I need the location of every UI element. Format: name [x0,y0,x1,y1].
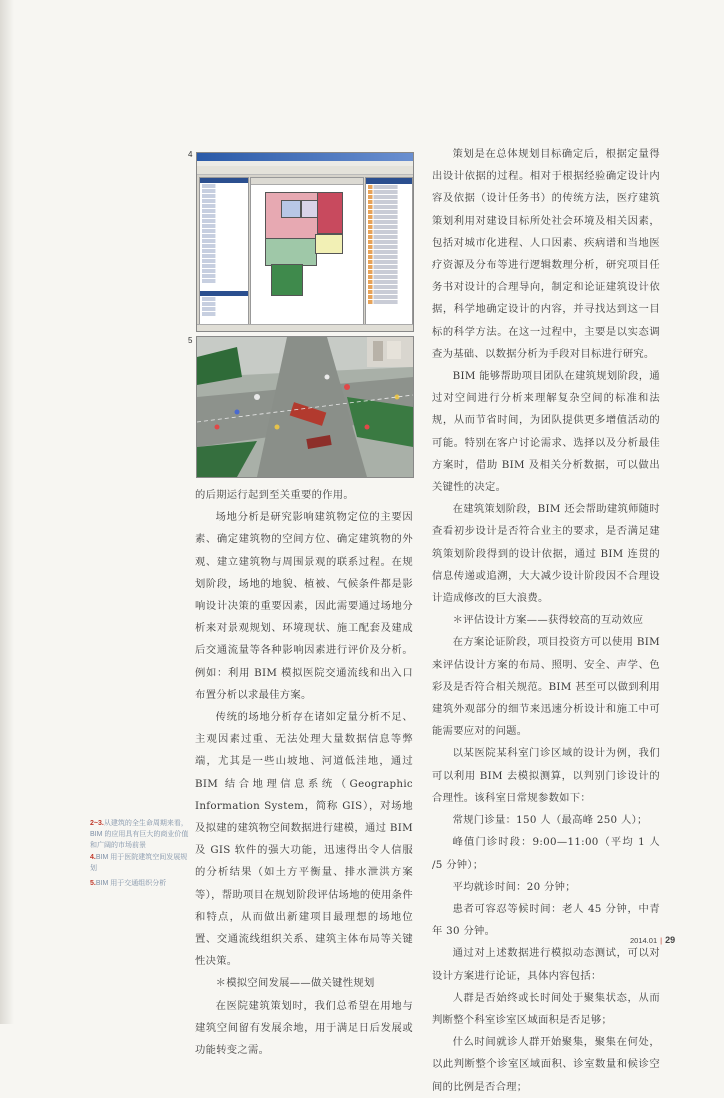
sidenote-number: 2~3. [90,820,104,827]
parameter-item: 峰值门诊时段：9:00—11:00（平均 1 人 /5 分钟）； [432,836,660,871]
parameter-item: 常规门诊量：150 人（最高峰 250 人）； [452,814,648,827]
floor-plan-canvas [250,177,364,325]
software-statusbar [197,324,413,331]
paragraph: 在医院建筑策划时，我们总希望在用地与建筑空间留有发展余地，用于满足日后发展或功能转变之需。 [195,999,413,1057]
paragraph: 以某医院某科室门诊区域的设计为例，我们可以利用 BIM 去模拟测算，以判别门诊设计的合理性。该科室日常规参数如下： [432,747,660,804]
paragraph: 通过对上述数据进行模拟动态测试，可以对设计方案进行论证，具体内容包括： [432,947,660,982]
paragraph: 在建筑策划阶段，BIM 还会帮助建筑师随时查看初步设计是否符合业主的要求，是否满足建筑策划阶段得到的设计依据，通过 BIM 连贯的信息传递或追溯，大大减少设计阶段因不合理设计造成修改的巨大浪费。 [432,503,660,605]
software-titlebar [197,153,413,161]
paragraph: 的后期运行起到至关重要的作用。 [195,489,354,501]
footer-separator: | [660,936,663,945]
issue-date: 2014.01 [630,936,658,945]
figure-5-number: 5 [188,336,193,345]
properties-panel [365,177,413,325]
traffic-scene-image [197,337,413,477]
paragraph: 在方案论证阶段，项目投资方可以使用 BIM 来评估设计方案的布局、照明、安全、声学、色彩及是否符合相关规范。BIM 甚至可以做到利用建筑外观部分的细节来迅速分析设计和施工中可能需要应对的问题。 [432,636,660,738]
paragraph: 什么时间就诊人群开始聚集，聚集在何处，以此判断整个诊室区域面积、诊室数量和候诊空间的比例是否合理； [432,1036,660,1093]
paragraph: 传统的场地分析存在诸如定量分析不足、主观因素过重、无法处理大量数据信息等弊端，尤其是一些山坡地、河道低洼地，通过 BIM 结合地理信息系统（Geographic Information System，简称 GIS），对场地及拟建的建筑物空间数据进行建模，通过 BIM 及 GIS 软件的强大功能，迅速得出令人信服的分析结果（如土方平衡量、排水泄洪方案等），帮助项目在规划阶段评估场地的使用条件和特点，从而做出新建项目最理想的场地位置、交通流线组织关系、建筑主体布局等关键性决策。 [195,711,413,968]
sidenote-number: 5. [90,880,96,887]
right-text-column [432,143,663,1098]
figure-5-traffic-simulation [196,336,414,478]
paragraph: 策划是在总体规划目标确定后，根据定量得出设计依据的过程。相对于根据经验确定设计内容及依据（设计任务书）的传统方法，医疗建筑策划利用对建设目标所处社会环境及相关因素，包括对城市化进程、人口因素、疾病谱和当地医疗资源及分布等进行逻辑数理分析，研究项目任务书对设计的合理导向，制定和论证建筑设计依据，科学地确定设计的内容，并寻找达到这一目标的科学方法。在这一过程中，主要是以实态调查为基础、以数据分析为手段对目标进行研究。 [432,148,660,360]
paragraph: BIM 能够帮助项目团队在建筑规划阶段，通过对空间进行分析来理解复杂空间的标准和法规，从而节省时间，为团队提供更多增值活动的可能。特别在客户讨论需求、选择以及分析最佳方案时，借助 BIM 及相关分析数据，可以做出关键性的决定。 [432,370,660,494]
sidenote-number: 4. [90,854,96,861]
parameter-item: 平均就诊时间：20 分钟； [452,880,576,893]
parameter-item: 患者可容忍等候时间：老人 45 分钟，中青年 30 分钟。 [432,902,660,938]
sidenote-fig4 [90,852,190,874]
page-gutter-shadow [0,0,14,1024]
page-footer [630,935,675,945]
project-tree-panel [199,177,249,325]
sidenote-text: 从建筑的全生命周期来看，BIM 的应用具有巨大的商业价值和广阔的市场前景 [90,820,189,849]
sidenote-text: BIM 用于医院建筑空间发展规划 [90,854,188,872]
left-text-column [195,484,413,1061]
sidenote-fig5 [90,878,190,889]
figure-4-number: 4 [188,150,193,159]
figure-4-software-screenshot [196,152,414,332]
subheading: ＊模拟空间发展——做关键性规划 [215,977,375,990]
sidenote-fig2-3 [90,818,190,851]
paragraph: 场地分析是研究影响建筑物定位的主要因素、确定建筑物的空间方位、确定建筑物的外观、建立建筑物与周围景观的联系过程。在规划阶段，场地的地貌、植被、气候条件都是影响设计决策的重要因素，因此需要通过场地分析来对景观规划、环境现状、施工配套及建成后交通流量等各种影响因素进行评价及分析。例如：利用 BIM 模拟医院交通流线和出入口布置分析以求最佳方案。 [195,511,413,701]
subheading: ＊评估设计方案——获得较高的互动效应 [452,614,644,627]
software-toolbar [197,166,413,175]
page-number: 29 [665,935,676,945]
sidenote-text: BIM 用于交通组织分析 [95,880,167,887]
paragraph: 人群是否始终或长时间处于聚集状态，从而判断整个科室诊室区域面积是否足够； [432,991,660,1026]
